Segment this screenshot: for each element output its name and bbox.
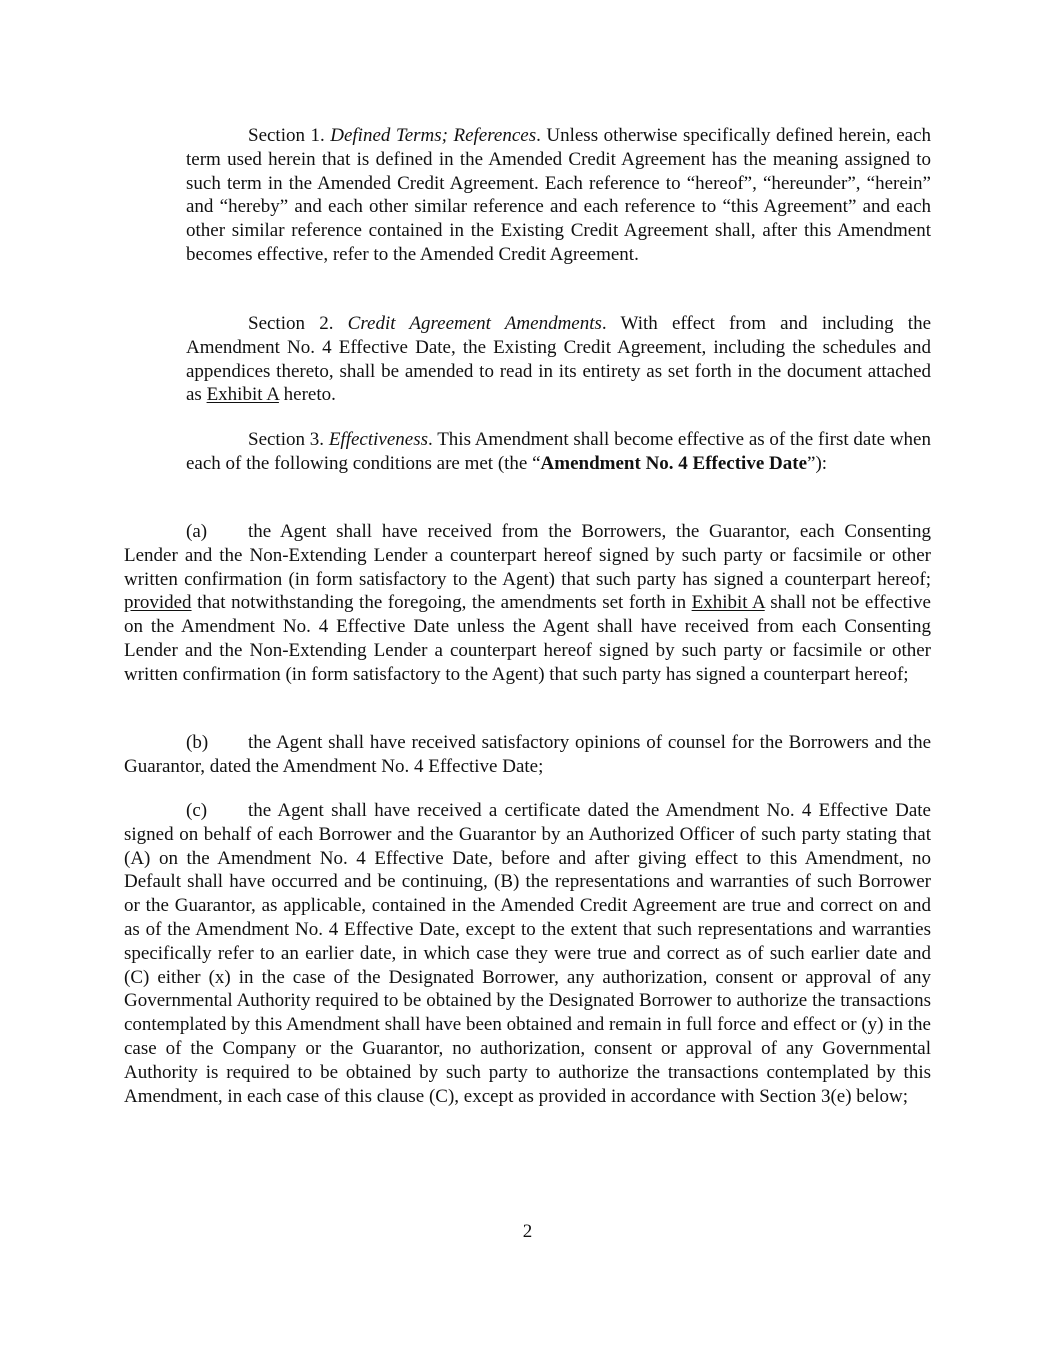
exhibit-a-reference: Exhibit A: [206, 384, 279, 406]
provided-term: provided: [124, 592, 192, 614]
section-2-body-end: hereto.: [278, 384, 336, 406]
page-number: 2: [522, 1221, 533, 1242]
clause-a-label: (a): [186, 521, 208, 542]
section-2-body: . With effect from and including the Amendment No. 4 Effective Date, the Existing Credit Agreement, including the schedules and appendices thereto, shall be amended to read in its entirety as set forth in the document attached as: [186, 313, 932, 406]
clause-a-paragraph: [124, 520, 931, 687]
section-2-label: Section 2.: [248, 313, 334, 334]
clause-c-paragraph: [124, 799, 931, 1108]
section-2-paragraph: [186, 312, 931, 407]
section-3-body: . This Amendment shall become effective as of the first date when each of the following conditions are met (the “: [186, 429, 931, 474]
clause-b-paragraph: [124, 731, 931, 779]
section-1-paragraph: [186, 124, 931, 267]
clause-b-label: (b): [186, 732, 209, 753]
section-3-heading: Effectiveness: [328, 429, 428, 450]
clause-a-text-2: that notwithstanding the foregoing, the amendments set forth in: [191, 592, 692, 614]
clause-a-text-3: shall not be effective on the Amendment No. 4 Effective Date unless the Agent shall have received from each Consenting Lender and the Non-Extending Lender a counterpart hereof signed by such party or facsimile or other written confirmation (in form satisfactory to the Agent) that such party has signed a counterpart hereof;: [124, 592, 931, 685]
clause-a-text: the Agent shall have received from the Borrowers, the Guarantor, each Consenting Lender and the Non-Extending Lender a counterpart hereof signed by such party or facsimile or other written confirmation (in form satisfactory to the Agent) that such party has signed a counterpart hereof;: [124, 521, 931, 590]
section-1-body: . Unless otherwise specifically defined herein, each term used herein that is defined in the Amended Credit Agreement has the meaning assigned to such term in the Amended Credit Agreement. Each reference to “hereof”, “hereunder”, “herein” and “hereby” and each other similar reference and each reference to “this Agreement” and each other similar reference contained in the Existing Credit Agreement shall, after this Amendment becomes effective, refer to the Amended Credit Agreement.: [186, 125, 932, 265]
defined-term: Amendment No. 4 Effective Date: [540, 452, 808, 474]
section-3-paragraph: [186, 428, 931, 476]
clause-c-text: the Agent shall have received a certificate dated the Amendment No. 4 Effective Date signed on behalf of each Borrower and the Guarantor by an Authorized Officer of such party stating that (A) on the Amendment No. 4 Effective Date, before and after giving effect to this Amendment, no Default shall have occurred and be continuing, (B) the representations and warranties of such Borrower or the Guarantor, as applicable, contained in the Amended Credit Agreement are true and correct on and as of the Amendment No. 4 Effective Date, except to the extent that such representations and warranties specifically refer to an earlier date, in which case they were true and correct as of such earlier date and (C) either (x) in the case of the Designated Borrower, any authorization, consent or approval of any Governmental Authority required to be obtained by the Designated Borrower to authorize the transactions contemplated by this Amendment shall have been obtained and remain in full force and effect or (y) in the case of the Company or the Guarantor, no authorization, consent or approval of any Governmental Authority is required to be obtained by such party to authorize the transactions contemplated by this Amendment, in each case of this clause (C), except as provided in accordance with Section 3(e) below;: [124, 800, 931, 1107]
exhibit-a-reference-2: Exhibit A: [691, 592, 765, 614]
clause-c-label: (c): [186, 800, 208, 821]
section-3-body-end: ”):: [807, 452, 828, 474]
section-2-heading: Credit Agreement Amendments: [347, 313, 602, 334]
clause-b-text: the Agent shall have received satisfactory opinions of counsel for the Borrowers and the Guarantor, dated the Amendment No. 4 Effective Date;: [124, 732, 931, 777]
section-3-label: Section 3.: [248, 429, 325, 450]
section-1-label: Section 1.: [248, 125, 325, 146]
section-1-heading: Defined Terms; References: [330, 125, 537, 146]
